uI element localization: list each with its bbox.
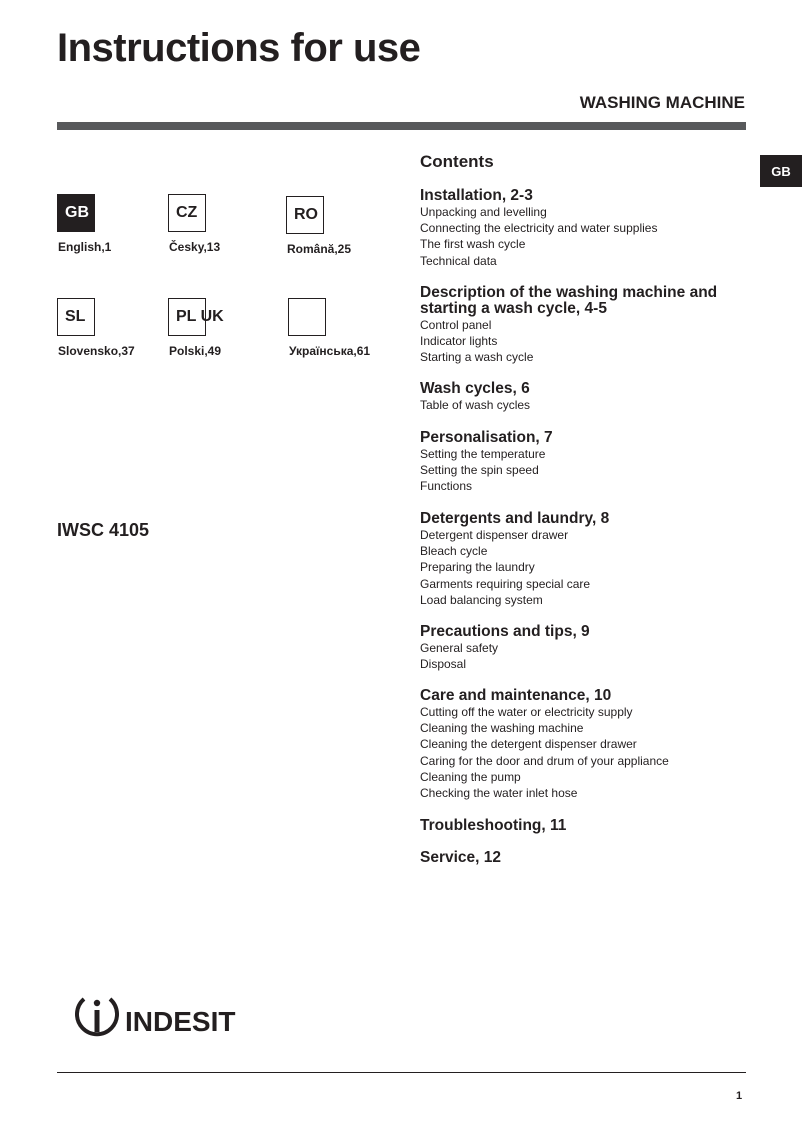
toc-item[interactable]: Setting the spin speed: [420, 463, 539, 478]
product-type: WASHING MACHINE: [579, 93, 745, 112]
language-flag-box[interactable]: RO: [286, 196, 324, 234]
toc-item[interactable]: Technical data: [420, 253, 497, 268]
toc-item[interactable]: Load balancing system: [420, 592, 543, 607]
toc-section: [420, 624, 750, 672]
toc-section-title[interactable]: Installation, 2-3: [420, 187, 533, 204]
language-link[interactable]: Slovensko,37: [58, 344, 135, 358]
toc-item[interactable]: Cutting off the water or electricity supply: [420, 705, 633, 719]
toc-section-title[interactable]: Description of the washing machine and starting a wash cycle, 4-5: [420, 284, 718, 317]
language-flag-box[interactable]: CZ: [168, 194, 206, 232]
toc-item[interactable]: Table of wash cycles: [420, 398, 531, 412]
toc-section: [420, 285, 750, 366]
language-link[interactable]: Română,25: [287, 242, 352, 256]
toc-item[interactable]: Caring for the door and drum of your appliance: [420, 753, 669, 768]
language-flag-box[interactable]: [288, 298, 326, 336]
toc-item[interactable]: Preparing the laundry: [420, 560, 535, 575]
toc-item[interactable]: Disposal: [420, 657, 467, 672]
toc-section-title[interactable]: Service, 12: [420, 849, 502, 866]
toc-item[interactable]: Unpacking and levelling: [420, 205, 547, 219]
language-side-tab: GB: [760, 155, 802, 187]
indesit-logo: [70, 993, 270, 1043]
page-title: Instructions for use: [57, 26, 421, 70]
language-link[interactable]: Українська,61: [289, 344, 371, 358]
toc-item[interactable]: Bleach cycle: [420, 544, 488, 559]
toc-section: [420, 850, 750, 866]
language-flag-box[interactable]: GB: [57, 194, 95, 232]
header-divider: [57, 122, 746, 130]
toc-section-title[interactable]: Precautions and tips, 9: [420, 623, 590, 640]
toc-item[interactable]: Starting a wash cycle: [420, 350, 534, 365]
brand-wordmark: INDESIT: [125, 1006, 236, 1037]
toc-item[interactable]: Connecting the electricity and water supplies: [420, 221, 658, 236]
toc-item[interactable]: Setting the temperature: [420, 447, 546, 461]
toc-section-title[interactable]: Care and maintenance, 10: [420, 687, 612, 704]
toc-item[interactable]: Cleaning the detergent dispenser drawer: [420, 737, 637, 752]
page-number: 1: [736, 1090, 743, 1102]
toc-item[interactable]: Indicator lights: [420, 334, 498, 349]
toc-section-title[interactable]: Personalisation, 7: [420, 429, 553, 446]
toc-item[interactable]: General safety: [420, 641, 499, 655]
footer-divider: [57, 1072, 746, 1073]
language-flag-box[interactable]: SL: [57, 298, 95, 336]
toc-item[interactable]: Cleaning the washing machine: [420, 721, 584, 736]
toc-section: [420, 688, 750, 801]
toc-section-title[interactable]: Troubleshooting, 11: [420, 817, 567, 834]
toc-item[interactable]: Cleaning the pump: [420, 769, 521, 784]
toc-item[interactable]: Detergent dispenser drawer: [420, 528, 569, 542]
model-number: IWSC 4105: [57, 520, 150, 540]
contents-heading: Contents: [420, 152, 494, 171]
toc-section: [420, 381, 750, 413]
language-link[interactable]: Česky,13: [169, 240, 221, 254]
toc-item[interactable]: Checking the water inlet hose: [420, 786, 578, 801]
toc-item[interactable]: The first wash cycle: [420, 237, 526, 252]
language-link[interactable]: Polski,49: [169, 344, 222, 358]
toc-item[interactable]: Garments requiring special care: [420, 576, 591, 591]
toc-section: [420, 818, 750, 834]
toc-item[interactable]: Functions: [420, 479, 473, 494]
toc-section: [420, 188, 750, 269]
language-link[interactable]: English,1: [58, 240, 112, 254]
toc-section-title[interactable]: Detergents and laundry, 8: [420, 510, 610, 527]
toc-section-title[interactable]: Wash cycles, 6: [420, 380, 530, 397]
toc-section: [420, 430, 750, 495]
toc-item[interactable]: Control panel: [420, 318, 492, 332]
language-flag-box[interactable]: PL UK: [168, 298, 206, 336]
toc-section: [420, 511, 750, 608]
